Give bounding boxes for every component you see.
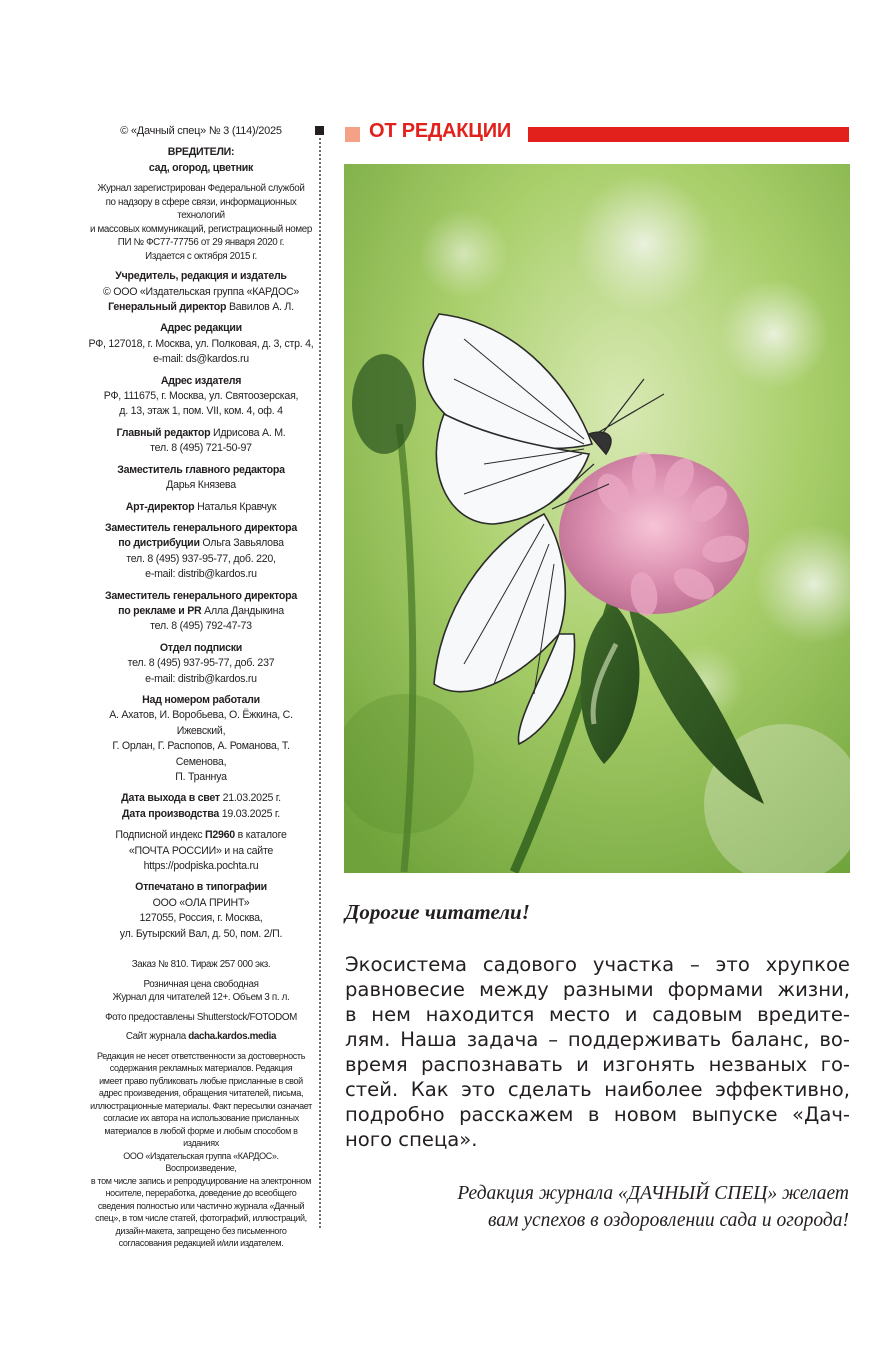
site-link[interactable]: dacha.kardos.media: [188, 1031, 277, 1043]
registration-line: и массовых коммуникаций, регистрационный номер: [90, 223, 312, 235]
imprint-column: [88, 124, 314, 1256]
printed-label: Отпечатано в типографии: [135, 881, 267, 894]
phone-line: тел. 8 (495) 721-50-97: [150, 442, 252, 455]
chief-editor-value: Идрисова А. М.: [213, 426, 286, 439]
art-director-block: [88, 500, 314, 515]
address-line: РФ, 127018, г. Москва, ул. Полковая, д. 3, стр. 4,: [88, 337, 314, 350]
deputy-editor-value: Дарья Князева: [166, 479, 236, 492]
art-director-value: Наталья Кравчук: [197, 500, 277, 513]
column-divider: [319, 138, 321, 1228]
index-value: П2960: [205, 829, 235, 842]
deputy-gd-label: Заместитель генерального директора: [104, 589, 297, 602]
price-line: Журнал для читателей 12+. Объем 3 п. л.: [112, 992, 290, 1004]
registration-block: [88, 182, 314, 263]
index-prefix: Подписной индекс: [115, 829, 203, 842]
index-suffix: в каталоге: [237, 829, 287, 842]
disclaimer-line: согласования редакцией и/или издателем.: [118, 1238, 284, 1249]
registration-line: Издается с октября 2015 г.: [145, 250, 257, 262]
team-line: Г. Орлан, Г. Распопов, А. Романова, Т. Семенова,: [112, 740, 290, 768]
body-line: Экосистема садового участка – это хрупкое: [345, 953, 850, 976]
body-line: в нем находится место и садовым вредите-: [345, 1003, 850, 1026]
printing-block: [88, 880, 314, 942]
team-line: П. Траннуа: [175, 771, 227, 783]
editorial-address-block: [88, 321, 314, 367]
founder-value: © ООО «Издательская группа «КАРДОС»: [102, 285, 300, 298]
email-link[interactable]: e-mail: distrib@kardos.ru: [145, 672, 257, 685]
phone-line: тел. 8 (495) 792-47-73: [150, 620, 252, 633]
body-line: время распознавать и изгонять незваных го-: [345, 1053, 850, 1076]
theme-title: ВРЕДИТЕЛИ:: [167, 146, 235, 159]
registration-line: Журнал зарегистрирован Федеральной службой: [97, 183, 305, 195]
body-line: равновесие между разными формами жизни,: [345, 978, 850, 1001]
release-label: Дата выхода в свет: [121, 792, 220, 805]
signoff-line: вам успехов в оздоровлении сада и огорода!: [487, 1210, 849, 1231]
disclaimer-line: сведения полностью или частично журнала «Дачный: [97, 1200, 305, 1211]
disclaimer-line: согласие их автора на использование присланных: [103, 1113, 299, 1124]
production-value: 19.03.2025 г.: [221, 807, 280, 820]
disclaimer-line: материалов в любой форме и любым способом в изданиях: [104, 1125, 298, 1149]
header-accent-bar: [528, 127, 849, 142]
release-value: 21.03.2025 г.: [222, 792, 281, 805]
dates-block: [88, 791, 314, 822]
editorial-address-label: Адрес редакции: [160, 322, 242, 335]
section-title: ОТ РЕДАКЦИИ: [369, 120, 512, 142]
header-accent-square: [345, 127, 360, 142]
disclaimer-line: Редакция не несет ответственности за достоверность: [96, 1050, 306, 1061]
printer-line: ООО «ОЛА ПРИНТ»: [152, 896, 250, 909]
editorial-body: [345, 952, 850, 1152]
team-label: Над номером работали: [142, 693, 260, 706]
body-line: подробно расскажем в новом выпуске «Дач-: [345, 1103, 850, 1126]
founder-label: Учредитель, редакция и издатель: [115, 270, 287, 283]
body-line: лям. Наша задача – поддерживать баланс, во-: [345, 1028, 850, 1051]
subscription-label: Отдел подписки: [159, 641, 243, 654]
issue-line: © «Дачный спец» № 3 (114)/2025: [120, 125, 282, 137]
team-block: [88, 693, 314, 785]
email-link[interactable]: e-mail: ds@kardos.ru: [153, 353, 249, 366]
theme-block: [88, 145, 314, 176]
deputy-gd-label: по дистрибуции: [118, 537, 200, 550]
disclaimer-line: в том числе запись и репродуцирование на электронном: [90, 1175, 312, 1186]
deputy-gd-value: Алла Дандыкина: [204, 604, 284, 617]
editorial-signoff: [344, 1180, 849, 1234]
deputy-editor-block: [88, 463, 314, 494]
email-link[interactable]: e-mail: distrib@kardos.ru: [145, 568, 257, 581]
site-block: [88, 1030, 314, 1044]
production-label: Дата производства: [122, 807, 220, 820]
registration-line: ПИ № ФС77-77756 от 29 января 2020 г.: [117, 237, 285, 249]
disclaimer-line: адрес произведения, обращения читателей, письма,: [98, 1088, 304, 1099]
butterfly-clover-photo: [344, 164, 850, 873]
founder-block: [88, 269, 314, 315]
deputy-gd-label: Заместитель генерального директора: [104, 521, 297, 534]
deputy-editor-label: Заместитель главного редактора: [117, 463, 285, 476]
theme-subtitle: сад, огород, цветник: [148, 161, 254, 174]
disclaimer-line: ООО «Издательская группа «КАРДОС». Воспроизведение,: [123, 1150, 279, 1174]
subscription-block: [88, 641, 314, 687]
deputy-gd-value: Ольга Завьялова: [202, 537, 284, 550]
chief-editor-block: [88, 426, 314, 457]
disclaimer-line: имеет право публиковать любые присланные в свой: [99, 1075, 303, 1086]
publisher-address-label: Адрес издателя: [160, 374, 242, 387]
registration-line: по надзору в сфере связи, информационных технологий: [105, 196, 297, 222]
phone-line: тел. 8 (495) 937-95-77, доб. 220,: [126, 552, 276, 565]
price-block: [88, 978, 314, 1005]
photo-credit: Фото предоставлены Shutterstock/FOTODOM: [105, 1011, 297, 1023]
greeting-heading: Дорогие читатели!: [345, 900, 530, 924]
disclaimer-line: иллюстрационные материалы. Факт пересылки означает: [90, 1100, 312, 1111]
phone-line: тел. 8 (495) 937-95-77, доб. 237: [127, 657, 275, 670]
subscription-site-link[interactable]: https://podpiska.pochta.ru: [143, 860, 259, 873]
disclaimer-line: дизайн-макета, запрещено без письменного: [115, 1225, 287, 1236]
divider-marker: [315, 126, 324, 135]
body-line: ного спеца».: [345, 1128, 478, 1151]
publisher-address-block: [88, 374, 314, 420]
printer-line: ул. Бутырский Вал, д. 50, пом. 2/П.: [119, 927, 283, 940]
address-line: РФ, 111675, г. Москва, ул. Святоозерская,: [103, 390, 299, 403]
price-line: Розничная цена свободная: [143, 978, 259, 990]
deputy-gd-label: по рекламе и PR: [118, 604, 202, 617]
team-line: А. Ахатов, И. Воробьева, О. Ёжкина, С. Ижевский,: [109, 709, 293, 737]
disclaimer-line: носителе, переработка, доведение до всеобщего: [105, 1188, 297, 1199]
disclaimer-line: спец», в том числе статей, фотографий, иллюстраций,: [95, 1213, 307, 1224]
index-line: «ПОЧТА РОССИИ» и на сайте: [128, 844, 274, 857]
subscription-index-block: [88, 828, 314, 874]
disclaimer-block: [88, 1050, 314, 1250]
art-director-label: Арт-директор: [125, 500, 195, 513]
chief-editor-label: Главный редактор: [116, 426, 211, 439]
address-line: д. 13, этаж 1, пом. VII, ком. 4, оф. 4: [119, 405, 283, 418]
printer-line: 127055, Россия, г. Москва,: [139, 912, 263, 925]
disclaimer-line: содержания рекламных материалов. Редакция: [109, 1063, 293, 1074]
order-line: Заказ № 810. Тираж 257 000 экз.: [131, 959, 271, 971]
gd-label: Генеральный директор: [108, 301, 227, 314]
deputy-gd-distribution-block: [88, 521, 314, 583]
site-label: Сайт журнала: [125, 1031, 186, 1043]
body-line: стей. Как это сделать наиболее эффективно,: [345, 1078, 850, 1101]
gd-value: Вавилов А. Л.: [228, 301, 294, 314]
deputy-gd-pr-block: [88, 589, 314, 635]
signoff-line: Редакция журнала «ДАЧНЫЙ СПЕЦ» желает: [457, 1183, 849, 1204]
